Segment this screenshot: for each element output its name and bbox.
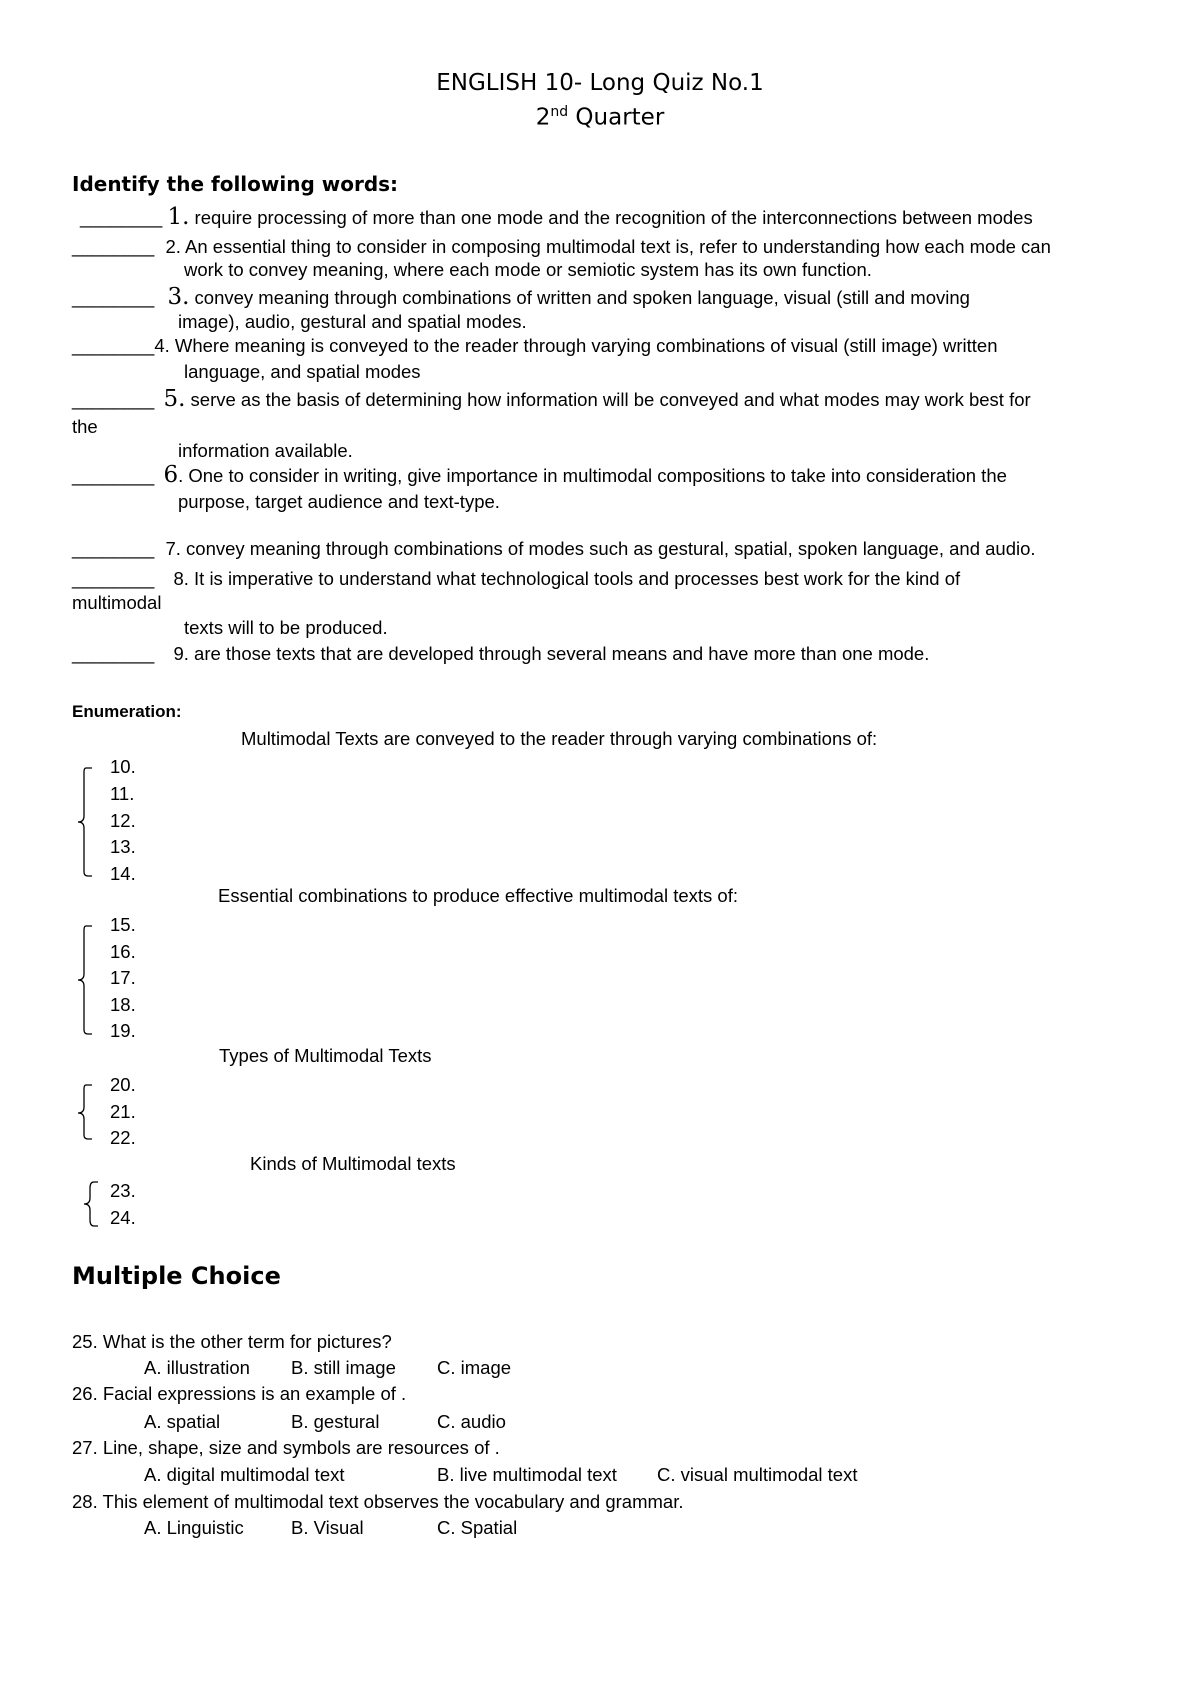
question-number: 1. <box>167 204 190 230</box>
enumeration-item: 12. <box>110 810 136 831</box>
question-item-8 <box>72 568 960 590</box>
enumeration-group-label: Multimodal Texts are conveyed to the reader through varying combinations of: <box>241 728 878 749</box>
question-item-3 <box>72 284 970 310</box>
enumeration-item: 11. <box>110 783 135 804</box>
enumeration-item: 22. <box>110 1127 136 1148</box>
question-item-7 <box>72 538 1036 560</box>
mc-option-c: C. image <box>437 1357 512 1378</box>
quiz-title: ENGLISH 10- Long Quiz No.1 <box>436 70 764 96</box>
question-text: convey meaning through combinations of written and spoken language, visual (still and moving <box>194 287 970 308</box>
question-text: are those texts that are developed through several means and have more than one mode. <box>194 643 930 664</box>
question-text: convey meaning through combinations of modes such as gestural, spatial, spoken language, and audio. <box>186 538 1036 559</box>
question-text-continued: image), audio, gestural and spatial modes. <box>178 311 527 332</box>
enumeration-item: 18. <box>110 994 136 1015</box>
question-item-4 <box>72 335 998 357</box>
brace-icon <box>76 924 102 1036</box>
question-number: 9. <box>173 643 189 664</box>
answer-blank: ________ <box>72 465 155 486</box>
question-number: 6 <box>163 462 179 488</box>
answer-blank: ________ <box>72 287 155 308</box>
question-text: Where meaning is conveyed to the reader through varying combinations of visual (still image) written <box>174 335 998 356</box>
answer-blank: ________ <box>72 643 155 664</box>
enumeration-item: 16. <box>110 941 136 962</box>
question-text: . One to consider in writing, give importance in multimodal compositions to take into consideration the <box>178 465 1007 486</box>
quarter-subtitle: 2nd Quarter <box>535 104 665 131</box>
question-text: An essential thing to consider in composing multimodal text is, refer to understanding how each mode can <box>185 236 1051 257</box>
enumeration-item: 14. <box>110 863 136 884</box>
mc-option-b: B. gestural <box>291 1411 380 1432</box>
question-text-continued: texts will to be produced. <box>184 617 388 638</box>
answer-blank: ________ <box>72 389 155 410</box>
enumeration-item: 13. <box>110 836 136 857</box>
mc-question: 27. Line, shape, size and symbols are resources of . <box>72 1437 500 1458</box>
answer-blank: ________ <box>72 568 155 589</box>
question-number: 7. <box>165 538 181 559</box>
answer-blank: ________ <box>72 335 155 356</box>
mc-option-a: A. Linguistic <box>144 1517 244 1538</box>
brace-icon <box>76 766 102 878</box>
brace-icon <box>76 1083 102 1143</box>
question-text: require processing of more than one mode and the recognition of the interconnections between modes <box>194 207 1033 228</box>
question-number: 5. <box>163 386 186 412</box>
question-item-1 <box>80 204 1033 230</box>
mc-question: 25. What is the other term for pictures? <box>72 1331 392 1352</box>
mc-option-a: A. digital multimodal text <box>144 1464 345 1485</box>
question-text-continued: multimodal <box>72 592 162 613</box>
question-item-5 <box>72 386 1031 412</box>
enumeration-item: 20. <box>110 1074 136 1095</box>
enumeration-item: 19. <box>110 1020 136 1041</box>
question-text-continued: the <box>72 416 98 437</box>
question-number: 8. <box>173 568 189 589</box>
mc-option-c: C. audio <box>437 1411 506 1432</box>
answer-blank: ________ <box>80 207 163 228</box>
mc-option-a: A. spatial <box>144 1411 221 1432</box>
enumeration-item: 21. <box>110 1101 136 1122</box>
question-text-continued: purpose, target audience and text-type. <box>178 491 500 512</box>
enumeration-item: 23. <box>110 1180 136 1201</box>
enumeration-item: 10. <box>110 756 136 777</box>
enumeration-heading: Enumeration: <box>72 702 182 721</box>
enumeration-item: 24. <box>110 1207 136 1228</box>
enumeration-group-label: Essential combinations to produce effective multimodal texts of: <box>218 885 738 906</box>
mc-question: 26. Facial expressions is an example of . <box>72 1383 407 1404</box>
question-text-continued: information available. <box>178 440 353 461</box>
mc-option-b: B. Visual <box>291 1517 364 1538</box>
question-text-continued: work to convey meaning, where each mode or semiotic system has its own function. <box>184 259 872 280</box>
mc-question: 28. This element of multimodal text observes the vocabulary and grammar. <box>72 1491 684 1512</box>
mc-option-c: C. visual multimodal text <box>657 1464 858 1485</box>
enumeration-item: 17. <box>110 967 136 988</box>
question-item-6 <box>72 462 1007 488</box>
enumeration-item: 15. <box>110 914 136 935</box>
question-number: 3. <box>167 284 190 310</box>
question-number: 2. <box>165 236 181 257</box>
question-item-2 <box>72 236 1051 258</box>
question-item-9 <box>72 643 929 665</box>
enumeration-group-label: Types of Multimodal Texts <box>219 1045 432 1066</box>
enumeration-group-label: Kinds of Multimodal texts <box>250 1153 456 1174</box>
question-text: It is imperative to understand what technological tools and processes best work for the kind of <box>194 568 961 589</box>
mc-option-a: A. illustration <box>144 1357 250 1378</box>
mc-option-b: B. still image <box>291 1357 396 1378</box>
mc-option-b: B. live multimodal text <box>437 1464 617 1485</box>
mc-option-c: C. Spatial <box>437 1517 518 1538</box>
identify-heading: Identify the following words: <box>72 172 399 196</box>
answer-blank: ________ <box>72 236 155 257</box>
question-text: serve as the basis of determining how information will be conveyed and what modes may work best for <box>190 389 1031 410</box>
question-number: 4. <box>154 335 170 356</box>
brace-icon <box>80 1180 106 1230</box>
multiple-choice-heading: Multiple Choice <box>72 1262 281 1290</box>
question-text-continued: language, and spatial modes <box>184 361 421 382</box>
answer-blank: ________ <box>72 538 155 559</box>
